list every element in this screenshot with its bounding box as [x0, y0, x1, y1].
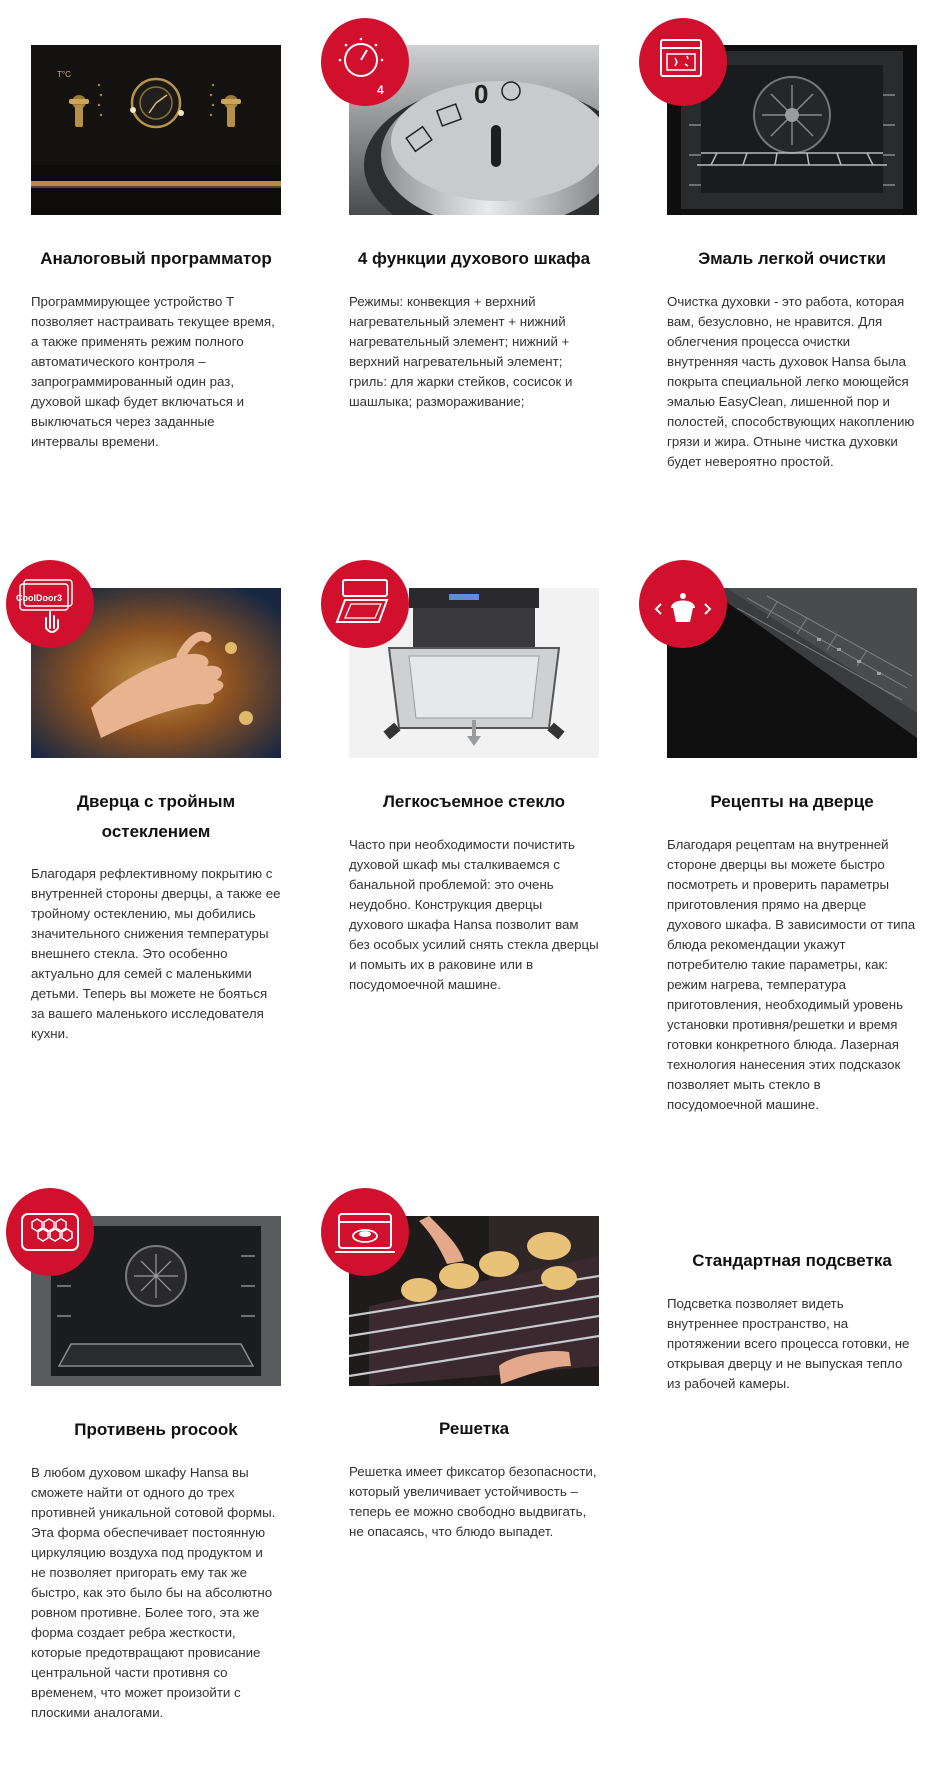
recipe-cupcake-icon — [639, 560, 727, 648]
feature-title: Стандартная подсветка — [692, 1251, 892, 1270]
feature-description: Программирующее устройство Т позволяет настраивать текущее время, а также применять режим полного автоматического контроля – запрограммированный один раз, духовой шкаф будет включаться и выключаться через заданные интервалы времени. — [31, 294, 275, 449]
feature-description: В любом духовом шкафу Hansa вы сможете найти от одного до трех противней уникальной сотовой формы. Эта форма обеспечивает постоянную циркуляцию воздуха под продуктом и не позволяет пригорать ему так же быстро, как это было бы на абсолютно ровном противне. Более того, эта же форма создает ребра жесткости, которые предотвращают провисание центральной части противня со временем, что может произойти с плоскими аналогами. — [31, 1465, 276, 1720]
feature-description: Благодаря рефлективному покрытию с внутренней стороны дверцы, а также ее тройному остеклению, мы добились значительного снижения температуры внешнего стекла. Это особенно актуально для семей с маленькими детьми. Теперь вы можете не бояться за вашего маленького исследователя кухни. — [31, 866, 281, 1041]
clean-oven-icon — [639, 18, 727, 106]
feature-description: Очистка духовки - это работа, которая вам, безусловно, не нравится. Для облегчения процесса очистки внутренняя часть духовок Hansa была покрыта специальной легко моющейся эмалью EasyClean, лишенной пор и полостей, способствующих накоплению грязи и жира. Отныне чистка духовки будет невероятно простой. — [667, 294, 915, 469]
feature-title: Аналоговый программатор — [40, 249, 272, 268]
feature-title: 4 функции духового шкафа — [357, 249, 591, 268]
badge-label: CoolDoor3 — [16, 593, 62, 603]
feature-description: Часто при необходимости почистить духовой шкаф мы сталкиваемся с банальной проблемой: это очень неудобно. Конструкция дверцы духового шкафа Hansa позволит вам без особых усилий снять стекла дверцы и помыть их в раковине или в посудомоечной машине. — [349, 837, 599, 992]
honeycomb-icon — [6, 1188, 94, 1276]
feature-title: Противень procook — [74, 1420, 238, 1439]
feature-title: Решетка — [438, 1419, 510, 1438]
badge-count: 4 — [377, 83, 384, 97]
cooldoor-icon — [6, 560, 94, 648]
knob-zero-label: 0 — [474, 79, 489, 109]
feature-title: Эмаль легкой очистки — [698, 249, 886, 268]
feature-title: Легкосъемное стекло — [382, 792, 566, 811]
feature-title: Рецепты на дверце — [710, 792, 874, 811]
feature-title: Дверца с тройным остеклением — [76, 792, 236, 841]
temperature-label: T°C — [57, 70, 71, 79]
feature-description: Режимы: конвекция + верхний нагревательный элемент + нижний нагревательный элемент; нижний + верхний нагревательный элемент; гриль: для жарки стейков, сосисок и шашлыка; размораживание; — [349, 294, 573, 409]
removable-glass-icon — [321, 560, 409, 648]
rack-tray-icon — [321, 1188, 409, 1276]
feature-description: Благодаря рецептам на внутренней стороне дверцы вы можете быстро посмотреть и проверить параметры приготовления прямо на дверце духового шкафа. В зависимости от типа блюда рекомендации укажут потребителю такие параметры, как: режим нагрева, температура приготовления, необходимый уровень установки противня/решетки и время готовки конкретного блюда. Лазерная технология нанесения этих подсказок позволяет мыть стекло в посудомоечной машине. — [667, 837, 916, 1112]
retro-oven-control-panel-photo — [31, 45, 281, 215]
dial-icon — [321, 18, 409, 106]
feature-description: Решетка имеет фиксатор безопасности, который увеличивает устойчивость – теперь ее можно свободно выдвигать, не опасаясь, что блюдо выпадет. — [349, 1464, 597, 1539]
feature-description: Подсветка позволяет видеть внутреннее пространство, на протяжении всего процесса готовки, не открывая дверцу и не выпуская тепло из рабочей камеры. — [667, 1296, 910, 1391]
